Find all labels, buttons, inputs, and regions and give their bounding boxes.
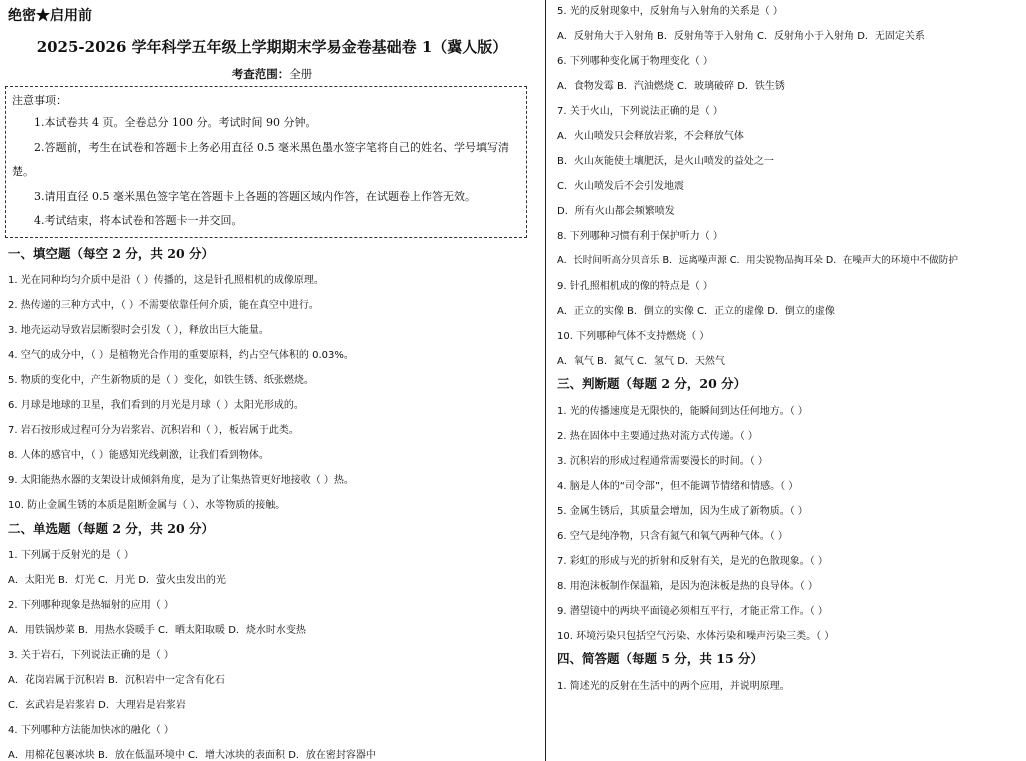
- question-line: 4. 下列哪种方法能加快冰的融化（ ）: [8, 725, 174, 736]
- option-line: A．用铁锅炒菜 B．用热水袋暖手 C．晒太阳取暖 D．烧水时水变热: [8, 625, 306, 636]
- scope-value: 全册: [289, 67, 313, 81]
- question-line: 5. 金属生锈后，其质量会增加，因为生成了新物质。（ ）: [557, 506, 808, 517]
- question-line: 10. 环境污染只包括空气污染、水体污染和噪声污染三类。（ ）: [557, 631, 835, 642]
- question-line: 8. 下列哪种习惯有利于保护听力（ ）: [557, 231, 723, 242]
- secret-label: 绝密★启用前: [8, 8, 92, 24]
- question-line: 9. 太阳能热水器的支架设计成倾斜角度，是为了让集热管更好地接收（ ）热。: [8, 475, 354, 486]
- question-line: 6. 月球是地球的卫星，我们看到的月光是月球（ ）太阳光形成的。: [8, 400, 304, 411]
- question-line: 1. 下列属于反射光的是（ ）: [8, 550, 134, 561]
- option-line: A．火山喷发只会释放岩浆，不会释放气体: [557, 131, 744, 142]
- option-line: A．花岗岩属于沉积岩 B．沉积岩中一定含有化石: [8, 675, 225, 686]
- section-short-answer-title: 四、简答题（每题 5 分，共 15 分）: [557, 651, 764, 666]
- notice-title: 注意事项：: [12, 94, 67, 107]
- question-line: 5. 物质的变化中，产生新物质的是（ ）变化，如铁生锈、纸张燃烧。: [8, 375, 314, 386]
- question-line: 3. 地壳运动导致岩层断裂时会引发（ ），释放出巨大能量。: [8, 325, 269, 336]
- option-line: C．火山喷发后不会引发地震: [557, 181, 684, 192]
- question-line: 1. 光在同种均匀介质中是沿（ ）传播的，这是针孔照相机的成像原理。: [8, 275, 324, 286]
- question-line: 1. 光的传播速度是无限快的，能瞬间到达任何地方。（ ）: [557, 406, 808, 417]
- option-line: A．太阳光 B．灯光 C．月光 D．萤火虫发出的光: [8, 575, 226, 586]
- question-line: 7. 关于火山，下列说法正确的是（ ）: [557, 106, 723, 117]
- question-line: 5. 光的反射现象中，反射角与入射角的关系是（ ）: [557, 6, 783, 17]
- question-line: 7. 岩石按形成过程可分为岩浆岩、沉积岩和（ ），板岩属于此类。: [8, 425, 299, 436]
- option-line: A．正立的实像 B．倒立的实像 C．正立的虚像 D．倒立的虚像: [557, 306, 835, 317]
- question-line: 10. 下列哪种气体不支持燃烧（ ）: [557, 331, 710, 342]
- question-line: 8. 人体的感官中，（ ）能感知光线刺激，让我们看到物体。: [8, 450, 269, 461]
- question-line: 4. 空气的成分中，（ ）是植物光合作用的重要原料，约占空气体积的 0.03%。: [8, 350, 354, 361]
- column-divider: [545, 0, 546, 761]
- option-line: A．反射角大于入射角 B．反射角等于入射角 C．反射角小于入射角 D．无固定关系: [557, 31, 925, 42]
- section-true-false-title: 三、判断题（每题 2 分，20 分）: [557, 376, 747, 391]
- question-line: 4. 脑是人体的“司令部”，但不能调节情绪和情感。（ ）: [557, 481, 799, 492]
- notice-item: 2.答题前，考生在试卷和答题卡上务必用直径 0.5 毫米黑色墨水签字笔将自己的姓名、学号填写清楚。: [12, 140, 509, 178]
- notice-box: [5, 86, 527, 238]
- section-single-choice-title: 二、单选题（每题 2 分，共 20 分）: [8, 521, 215, 536]
- question-line: 6. 下列哪种变化属于物理变化（ ）: [557, 56, 713, 67]
- question-line: 10. 防止金属生锈的本质是阻断金属与（ ）、水等物质的接触。: [8, 500, 286, 511]
- question-line: 2. 热传递的三种方式中，（ ）不需要依靠任何介质，能在真空中进行。: [8, 300, 319, 311]
- question-line: 9. 针孔照相机成的像的特点是（ ）: [557, 281, 713, 292]
- option-line: C．玄武岩是岩浆岩 D．大理岩是岩浆岩: [8, 700, 186, 711]
- section-fill-blank-title: 一、填空题（每空 2 分，共 20 分）: [8, 246, 215, 261]
- question-line: 8. 用泡沫板制作保温箱，是因为泡沫板是热的良导体。（ ）: [557, 581, 818, 592]
- question-line: 7. 彩虹的形成与光的折射和反射有关，是光的色散现象。（ ）: [557, 556, 828, 567]
- question-line: 6. 空气是纯净物，只含有氮气和氧气两种气体。（ ）: [557, 531, 788, 542]
- option-line: A．长时间听高分贝音乐 B．远离噪声源 C．用尖锐物品掏耳朵 D．在噪声大的环境中不做防护: [557, 255, 958, 266]
- question-line: 1. 简述光的反射在生活中的两个应用，并说明原理。: [557, 681, 790, 692]
- option-line: A．氧气 B．氮气 C．氢气 D．天然气: [557, 356, 725, 367]
- question-line: 9. 潜望镜中的两块平面镜必须相互平行，才能正常工作。（ ）: [557, 606, 828, 617]
- question-line: 2. 热在固体中主要通过热对流方式传递。（ ）: [557, 431, 758, 442]
- option-line: B．火山灰能使土壤肥沃，是火山喷发的益处之一: [557, 156, 774, 167]
- notice-item: 4.考试结束，将本试卷和答题卡一并交回。: [34, 214, 243, 227]
- right-column: [548, 0, 1026, 761]
- scope-label: 考查范围：: [231, 67, 290, 81]
- exam-scope: [0, 66, 544, 82]
- question-line: 2. 下列哪种现象是热辐射的应用（ ）: [8, 600, 174, 611]
- notice-item: 3.请用直径 0.5 毫米黑色签字笔在答题卡上各题的答题区域内作答，在试题卷上作答无效。: [34, 189, 476, 203]
- option-line: D．所有火山都会频繁喷发: [557, 206, 675, 217]
- question-line: 3. 沉积岩的形成过程通常需要漫长的时间。（ ）: [557, 456, 768, 467]
- option-line: A．用棉花包裹冰块 B．放在低温环境中 C．增大冰块的表面积 D．放在密封容器中: [8, 750, 376, 761]
- notice-item: 1.本试卷共 4 页。全卷总分 100 分。考试时间 90 分钟。: [34, 116, 317, 129]
- option-line: A．食物发霉 B．汽油燃烧 C．玻璃破碎 D．铁生锈: [557, 81, 785, 92]
- question-line: 3. 关于岩石，下列说法正确的是（ ）: [8, 650, 174, 661]
- exam-title: 2025-2026 学年科学五年级上学期期末学易金卷基础卷 1（冀人版）: [36, 38, 508, 56]
